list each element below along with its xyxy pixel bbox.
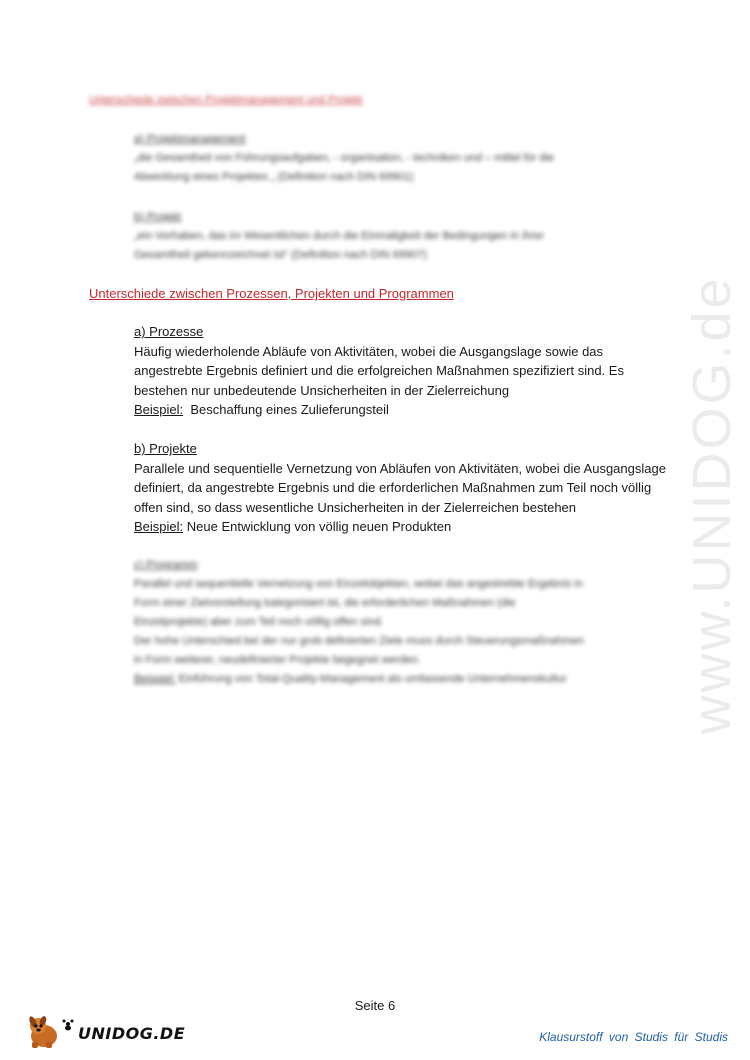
section1-b-title: b) Projekt — [134, 211, 182, 223]
section1-a-line: Abwicklung eines Projektes „ (Definition nach DIN 69901) — [134, 171, 414, 183]
section1-a-line: „die Gesamtheit von Führungsaufgaben, - organisation, - techniken und – mittel für die — [134, 152, 555, 164]
example-text: Neue Entwicklung von völlig neuen Produkten — [183, 519, 452, 534]
section2-a-line: angestrebte Ergebnis definiert und die erfolgreichen Maßnahmen spezifiziert sind. Es — [134, 363, 624, 378]
section2-c-example — [134, 670, 674, 689]
page-number: Seite 6 — [354, 998, 396, 1013]
unidog-logo — [22, 1014, 186, 1050]
example-text: Einführung von Total-Quality-Management als umfassende Unternehmenskultur — [175, 673, 567, 685]
example-label: Beispiel: — [134, 402, 184, 417]
dog-mascot-icon — [22, 1014, 78, 1050]
section1-item-a — [134, 130, 674, 187]
section2-b-line: definiert, da angestrebte Ergebnis und die erforderlichen Maßnahmen zum Teil noch völlig — [134, 480, 652, 495]
section2-item-b — [134, 439, 674, 537]
section1-b-line: Gesamtheit gekennzeichnet ist“ (Definition nach DIN 69907) — [134, 249, 427, 261]
section2-a-line: bestehen nur unbedeutende Unsicherheiten in der Zielerreichung — [134, 382, 510, 398]
section2-c-title: c) Programm — [134, 559, 198, 571]
section2-heading: Unterschiede zwischen Prozessen, Projekten und Programmen — [89, 286, 454, 301]
example-label: Beispiel: — [134, 673, 176, 685]
section1-item-b — [134, 208, 674, 265]
logo-text: UNIDOG.DE — [78, 1024, 186, 1043]
section1-heading: Unterschiede zwischen Projektmanagement und Projekt — [89, 94, 363, 106]
example-text: Beschaffung eines Zulieferungsteil — [183, 402, 389, 417]
section2-c-line: Der hohe Unterschied bei der nur grob definierten Ziele muss durch Steuerungsmaßnahmen — [134, 635, 585, 647]
section1-b-line: „ein Vorhaben, das im Wesentlichen durch die Einmaligkeit der Bedingungen in ihrer — [134, 230, 545, 242]
section2-item-c — [134, 556, 674, 689]
section2-a-line: Häufig wiederholende Abläufe von Aktivitäten, wobei die Ausgangslage sowie das — [134, 343, 604, 359]
section2-b-line: Parallele und sequentielle Vernetzung von Abläufen von Aktivitäten, wobei die Ausgangslage — [134, 460, 666, 476]
section2-c-line: Parallel und sequentielle Vernetzung von Einzelobjekten, wobei das angestrebte Ergebnis in — [134, 578, 583, 590]
section2-b-title: b) Projekte — [134, 441, 197, 456]
section2-b-line: offen sind, so dass wesentliche Unsicherheiten in der Zielerreichen bestehen — [134, 499, 577, 515]
watermark: www.UNIDOG.de — [682, 275, 742, 735]
section2-item-a — [134, 322, 674, 420]
section2-c-line: in Form weiterer, neudefinierter Projekte begegnet werden. — [134, 654, 421, 666]
section2-c-line: Einzelprojekte) aber zum Teil noch völlig offen sind. — [134, 616, 384, 628]
section2-c-line: Form einer Zielvorstellung kategorisiert ist, die erforderlichen Maßnahmen (die — [134, 597, 516, 609]
section1-a-title: a) Projektmanagement — [134, 133, 246, 145]
example-label: Beispiel: — [134, 519, 184, 534]
section2-b-example — [134, 517, 674, 537]
footer-tagline: Klausurstoff von Studis für Studis — [539, 1030, 728, 1044]
section2-a-example — [134, 400, 674, 420]
section2-a-title: a) Prozesse — [134, 324, 204, 339]
